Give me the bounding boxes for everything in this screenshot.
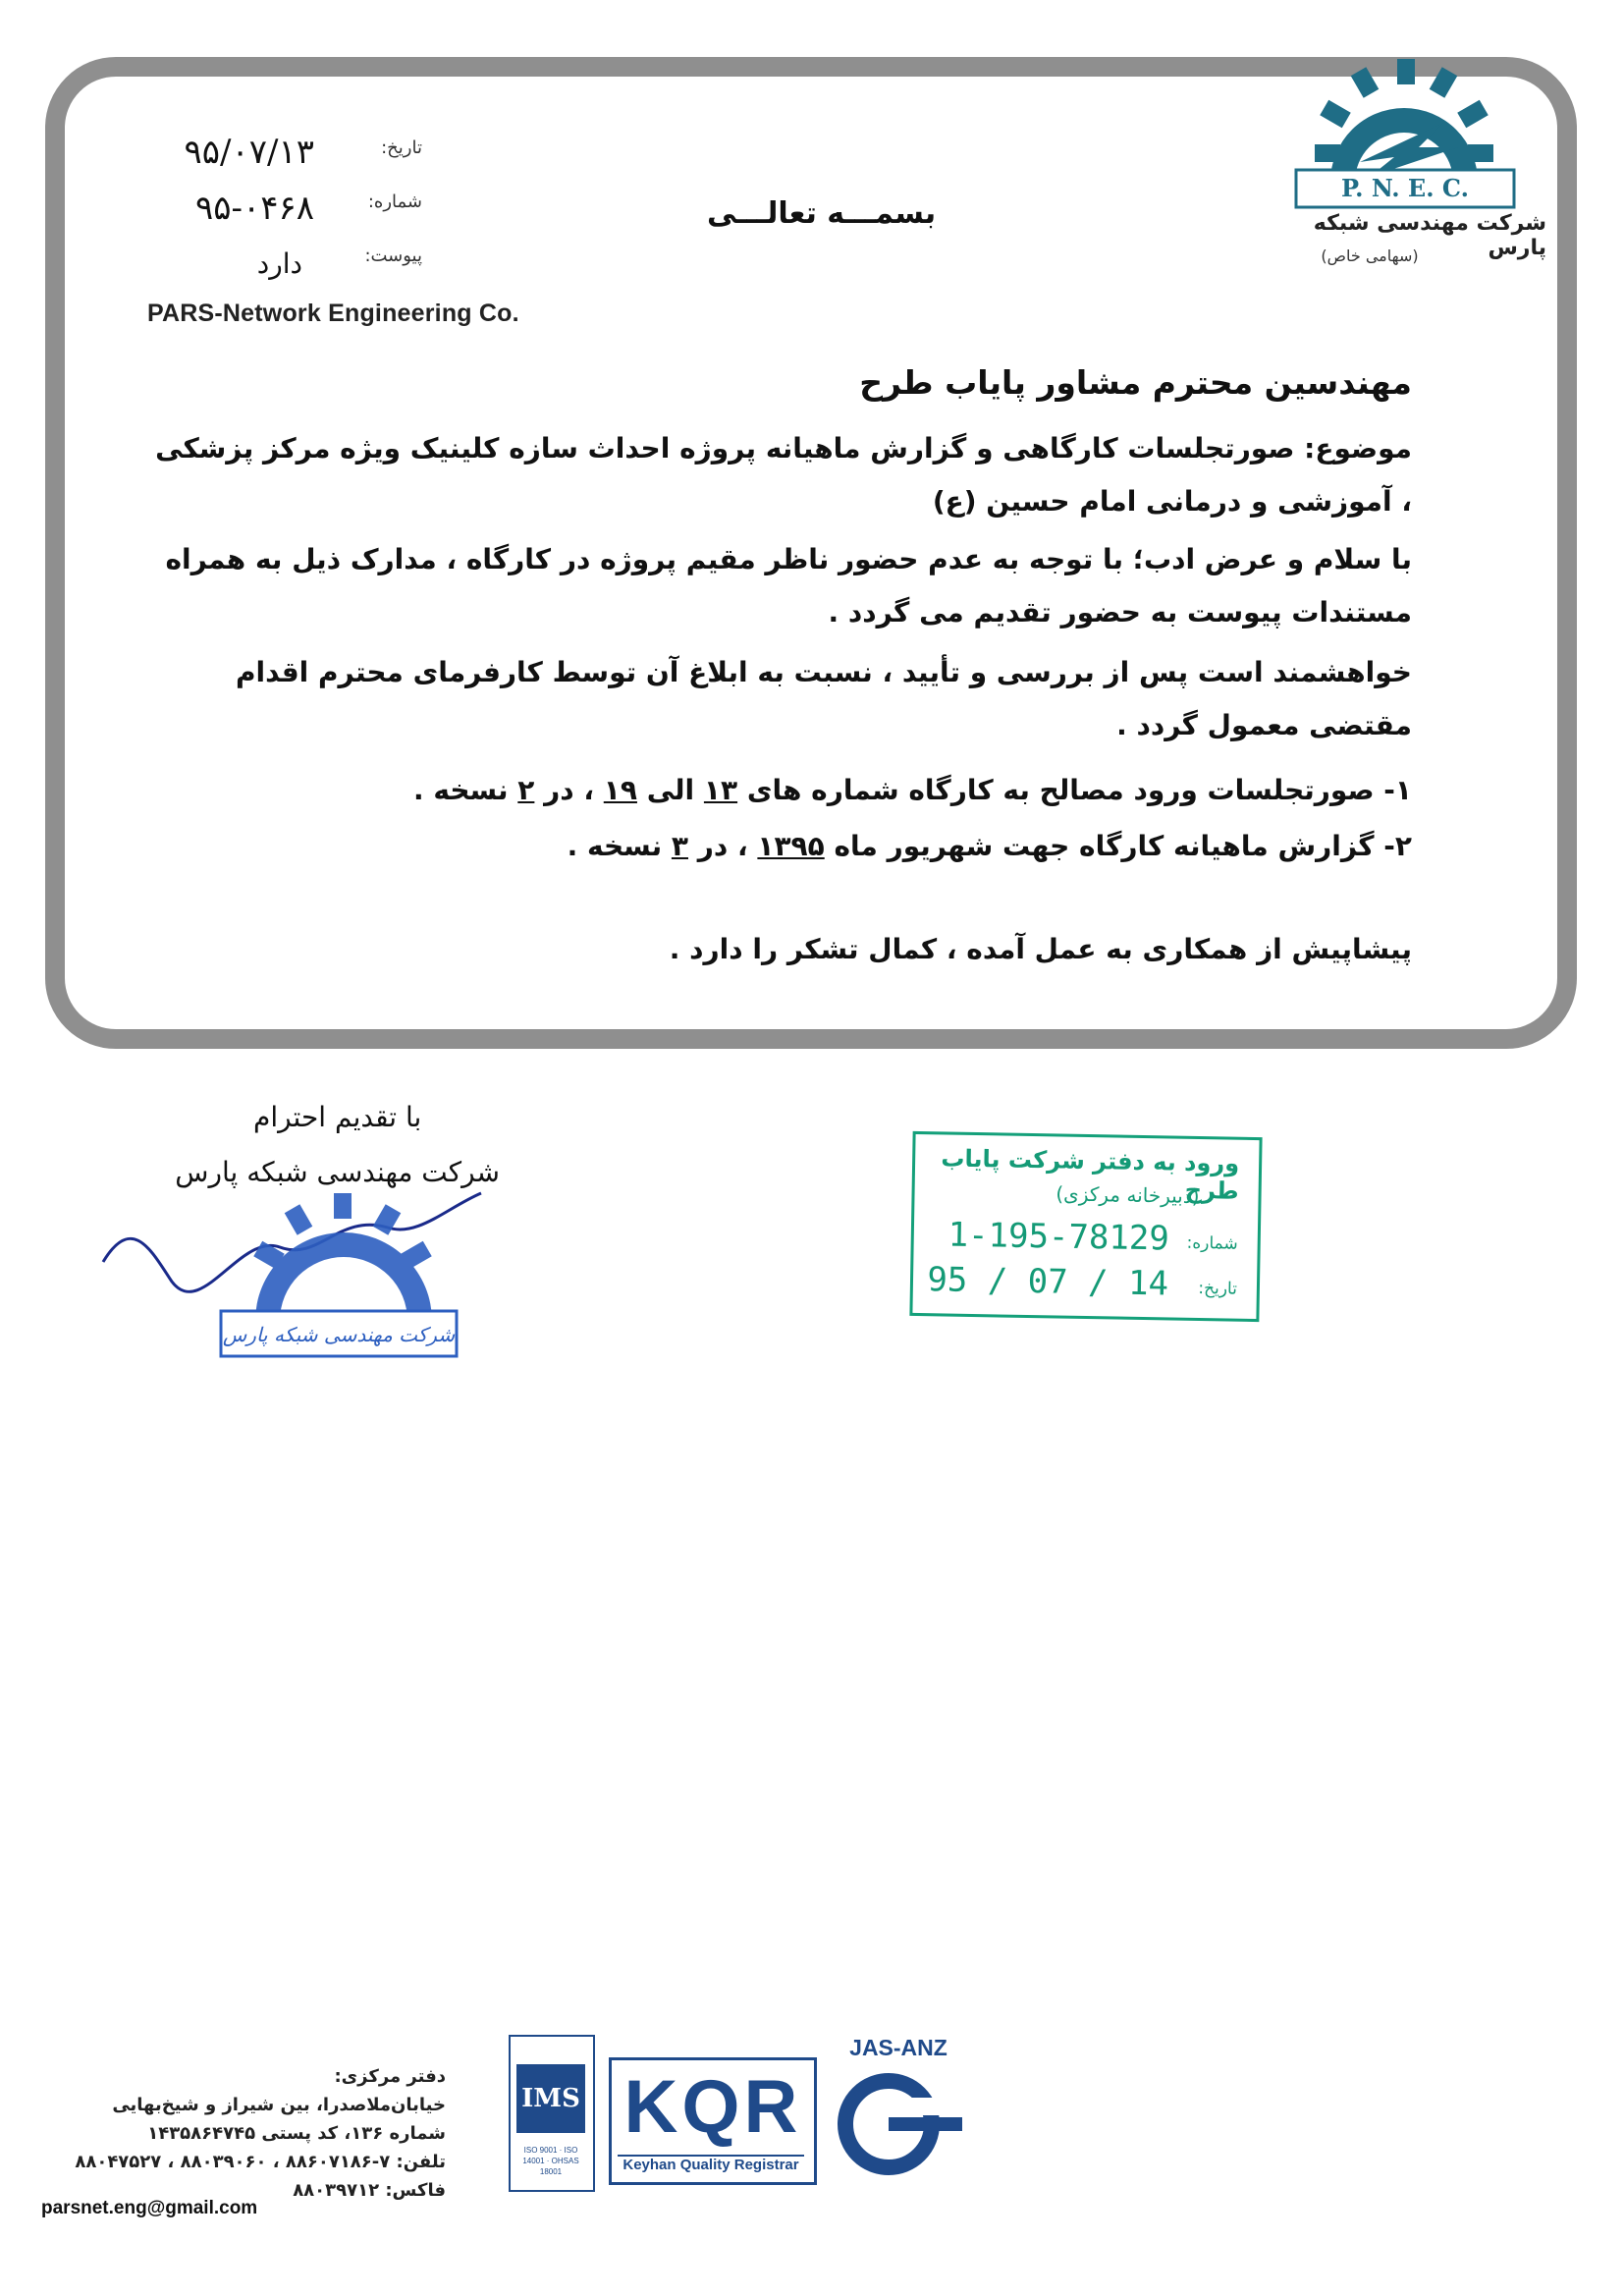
footer-office-label: دفتر مرکزی: <box>334 2066 446 2087</box>
item2-text-b: ، در <box>688 830 758 862</box>
footer-address <box>33 2062 446 2205</box>
jas-anz-label: JAS-ANZ <box>849 2035 947 2060</box>
kqr-label: KQR <box>623 2065 802 2149</box>
item1-to: ۱۹ <box>603 774 637 806</box>
subject: موضوع: صورتجلسات کارگاهی و گزارش ماهیانه پروژه احداث سازه کلینیک ویژه مرکز پزشکی ، آموزشی و درمانی امام حسین (ع) <box>155 432 1412 518</box>
footer-phone: تلفن: ۷-۸۸۶۰۷۱۸۶ ، ۸۸۰۳۹۰۶۰ ، ۸۸۰۴۷۵۲۷ <box>75 2152 446 2172</box>
number-value: ۹۵-۰۴۶۸ <box>194 189 314 228</box>
item1-text-d: نسخه . <box>412 774 518 806</box>
ims-standards: ISO 9001 · ISO 14001 · OHSAS 18001 <box>522 2146 579 2176</box>
ims-label: IMS <box>516 2064 585 2133</box>
recipient: مهندسین محترم مشاور پایاب طرح <box>859 363 1412 402</box>
footer-email: parsnet.eng@gmail.com <box>41 2198 258 2218</box>
item1-count: ۲ <box>517 774 535 806</box>
attachment-label: پیوست: <box>364 246 422 266</box>
item1-text-a: ۱- صورتجلسات ورود مصالح به کارگاه شماره های <box>737 774 1412 806</box>
greeting-paragraph: با سلام و عرض ادب؛ با توجه به عدم حضور ناظر مقیم پروژه در کارگاه ، مدارک ذیل به همراه مستندات پیوست به حضور تقدیم می گردد . <box>165 543 1412 629</box>
signature-and-seal <box>93 1174 506 1384</box>
company-logo <box>1262 54 1546 280</box>
jas-anz-mark-icon <box>835 2070 962 2178</box>
request-paragraph: خواهشمند است پس از بررسی و تأیید ، نسبت به ابلاغ آن توسط کارفرمای محترم اقدام مقتضی معمول گردد . <box>236 656 1412 741</box>
stamp-number-value: 1-195-78129 <box>947 1215 1170 1259</box>
item2-text-c: نسخه . <box>567 830 672 862</box>
kqr-certificate-logo <box>609 2057 817 2185</box>
item1-from: ۱۳ <box>703 774 738 806</box>
date-value: ۹۵/۰۷/۱۳ <box>184 133 314 172</box>
stamp-date-label: تاریخ: <box>1198 1279 1238 1299</box>
item1-text-b: الی <box>636 774 704 806</box>
stamp-title: ورود به دفتر شرکت پایاب طرح <box>941 1144 1240 1205</box>
company-seal-icon <box>93 1174 506 1380</box>
stamp-number-label: شماره: <box>1186 1232 1238 1254</box>
logo-subtitle: (سهامی خاص) <box>1321 246 1419 265</box>
bismillah-heading: بسمـــه تعالـــی <box>707 196 937 231</box>
item2-count: ۳ <box>671 830 688 862</box>
closing-company: شرکت مهندسی شبکه پارس <box>175 1156 500 1188</box>
item2-text-a: ۲- گزارش ماهیانه کارگاه جهت شهریور ماه <box>824 830 1412 862</box>
item2-year: ۱۳۹۵ <box>757 830 825 862</box>
stamp-date-value: 95 / 07 / 14 <box>927 1260 1169 1304</box>
seal-text: شرکت مهندسی شبکه پارس <box>222 1323 456 1346</box>
gear-logo-icon <box>1262 54 1546 211</box>
list-item-1 <box>135 764 1412 817</box>
attachment-value: دارد <box>256 247 302 280</box>
footer-address-line1: خیابان‌ملاصدرا، بین شیراز و شیخ‌بهایی <box>112 2095 446 2115</box>
ims-certificate-logo <box>509 2035 595 2192</box>
date-label: تاریخ: <box>381 137 422 158</box>
logo-company-name: شرکت مهندسی شبکه پارس <box>1313 211 1546 260</box>
footer-fax: فاکس: ۸۸۰۳۹۷۱۲ <box>293 2180 446 2201</box>
company-name-english: PARS-Network Engineering Co. <box>147 300 519 327</box>
jas-anz-logo <box>835 2035 962 2182</box>
closing-regards: با تقدیم احترام <box>252 1101 422 1133</box>
received-stamp <box>909 1131 1262 1322</box>
item1-text-c: ، در <box>534 774 604 806</box>
logo-abbr: P. N. E. C. <box>1341 174 1469 202</box>
number-label: شماره: <box>367 191 422 212</box>
kqr-subtitle: Keyhan Quality Registrar <box>618 2155 804 2178</box>
footer-address-line2: شماره ۱۳۶، کد پستی ۱۴۳۵۸۶۴۷۴۵ <box>147 2123 446 2144</box>
list-item-2 <box>135 820 1412 873</box>
stamp-subtitle: (دبیرخانه مرکزی) <box>1056 1181 1200 1209</box>
thanks-paragraph: پیشاپیش از همکاری به عمل آمده ، کمال تشکر را دارد . <box>669 933 1412 965</box>
